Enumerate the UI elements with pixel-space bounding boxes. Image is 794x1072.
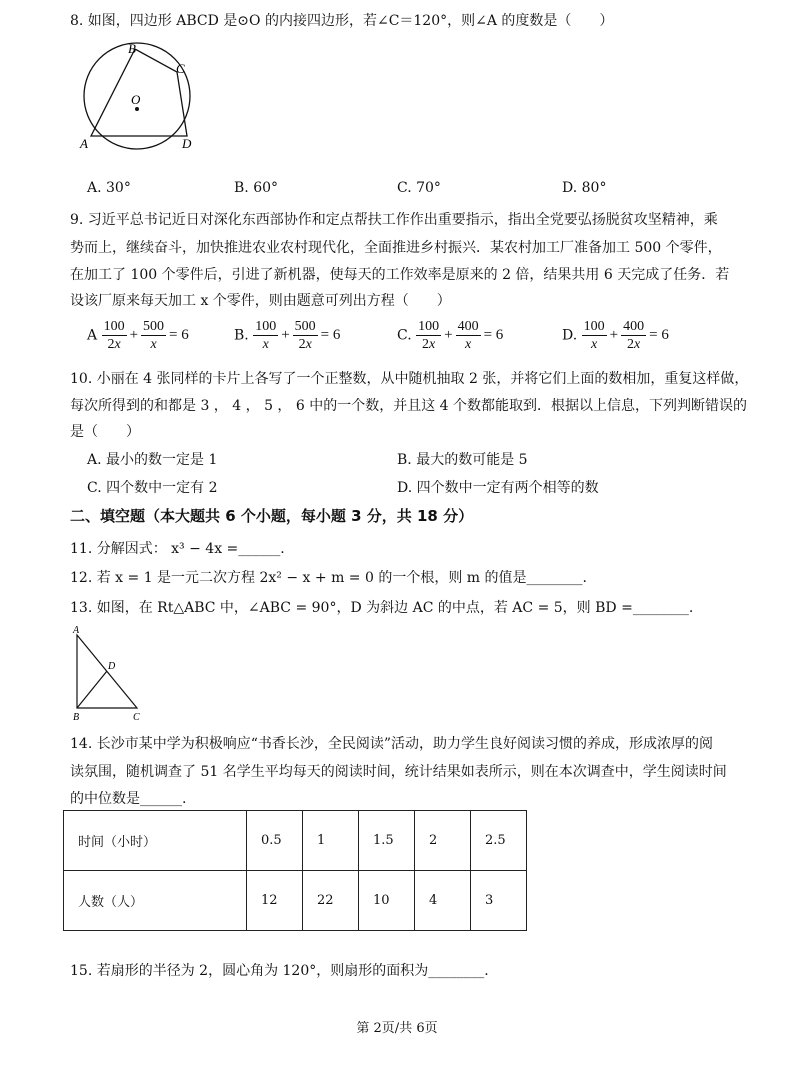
q14-line-1: 14. 长沙市某中学为积极响应“书香长沙，全民阅读”活动，助力学生良好阅读习惯的养成，形成浓厚的阅 bbox=[70, 736, 714, 752]
q14-table bbox=[63, 810, 527, 931]
q15: 15. 若扇形的半径为 2，圆心角为 120°，则扇形的面积为________. bbox=[70, 963, 489, 979]
q13-label-c: C bbox=[133, 712, 140, 723]
q9-option-d-frac1: $\frac{100}{x}$ bbox=[583, 319, 605, 352]
q10-option-b: B. 最大的数可能是 5 bbox=[397, 452, 528, 468]
q13-median-bd bbox=[77, 671, 107, 708]
q9-option-d-label: D. bbox=[562, 327, 578, 344]
q9-option-c: C. $\frac{100}{2x}$ + $\frac{400}{x}$ = 6 bbox=[397, 319, 504, 352]
table-cell: 4 bbox=[415, 871, 471, 931]
q8-stem: 8. 如图，四边形 ABCD 是⊙O 的内接四边形，若∠C＝120°，则∠A 的度数是（ ） bbox=[70, 13, 614, 29]
table-row bbox=[64, 811, 527, 871]
q9-option-b: B. $\frac{100}{x}$ + $\frac{500}{2x}$ = 6 bbox=[234, 319, 341, 352]
page-footer: 第 2页/共 6页 bbox=[356, 1021, 438, 1036]
table-cell: 22 bbox=[303, 871, 359, 931]
table-row bbox=[64, 871, 527, 931]
q10-line-3: 是（ ） bbox=[70, 424, 140, 440]
q13-label-b: B bbox=[73, 712, 80, 723]
q13-label-d: D bbox=[108, 661, 116, 672]
table-cell: 12 bbox=[247, 871, 303, 931]
q14-line-3: 的中位数是______. bbox=[70, 791, 187, 807]
q8-center-dot bbox=[135, 107, 139, 111]
q9-option-b-frac1: $\frac{100}{x}$ bbox=[255, 319, 277, 352]
q8-option-b: B. 60° bbox=[234, 180, 279, 196]
table-cell: 2.5 bbox=[471, 811, 527, 871]
table-cell: 3 bbox=[471, 871, 527, 931]
q9-line-1: 9. 习近平总书记近日对深化东西部协作和定点帮扶工作作出重要指示，指出全党要弘扬脱贫攻坚精神，乘 bbox=[70, 212, 718, 228]
q9-option-a-frac1: $\frac{100}{2x}$ bbox=[103, 319, 125, 352]
q8-option-c: C. 70° bbox=[397, 180, 441, 196]
section-2-heading: 二、填空题（本大题共 6 个小题，每小题 3 分，共 18 分） bbox=[70, 507, 474, 525]
q9-option-c-frac1: $\frac{100}{2x}$ bbox=[418, 319, 440, 352]
table-cell: 1 bbox=[303, 811, 359, 871]
q9-option-a-frac2: $\frac{500}{x}$ bbox=[143, 319, 165, 352]
q10-option-a: A. 最小的数一定是 1 bbox=[87, 452, 218, 468]
q13-triangle-figure bbox=[70, 624, 150, 724]
q9-option-d: D. $\frac{100}{x}$ + $\frac{400}{2x}$ = 6 bbox=[562, 319, 669, 352]
q13-stem: 13. 如图，在 Rt△ABC 中，∠ABC = 90°，D 为斜边 AC 的中点，若 AC = 5，则 BD =________. bbox=[70, 600, 694, 616]
q9-option-d-frac2: $\frac{400}{2x}$ bbox=[623, 319, 645, 352]
q8-label-o: O bbox=[131, 92, 141, 107]
table-cell: 0.5 bbox=[247, 811, 303, 871]
q8-label-a: A bbox=[80, 136, 88, 151]
q8-circle-figure bbox=[76, 40, 206, 155]
table-cell: 1.5 bbox=[359, 811, 415, 871]
q9-option-c-label: C. bbox=[397, 327, 412, 344]
q11: 11. 分解因式： x³ − 4x =______. bbox=[70, 541, 285, 557]
q12: 12. 若 x = 1 是一元二次方程 2x² − x + m = 0 的一个根，则 m 的值是________. bbox=[70, 570, 587, 586]
q10-line-2: 每次所得到的和都是 3 ， 4 ， 5 ， 6 中的一个数，并且这 4 个数都能取到．根据以上信息，下列判断错误的 bbox=[70, 398, 748, 414]
q8-label-b: B bbox=[128, 41, 136, 56]
q10-line-1: 10. 小丽在 4 张同样的卡片上各写了一个正整数，从中随机抽取 2 张，并将它们上面的数相加，重复这样做， bbox=[70, 371, 749, 387]
q9-option-b-label: B. bbox=[234, 327, 249, 344]
table-header-count: 人数（人） bbox=[64, 871, 247, 931]
q9-line-3: 在加工了 100 个零件后，引进了新机器，使每天的工作效率是原来的 2 倍，结果共用 6 天完成了任务．若 bbox=[70, 267, 730, 283]
table-header-time: 时间（小时） bbox=[64, 811, 247, 871]
q10-option-d: D. 四个数中一定有两个相等的数 bbox=[397, 480, 599, 496]
q9-option-b-frac2: $\frac{500}{2x}$ bbox=[294, 319, 316, 352]
q13-label-a: A bbox=[73, 625, 80, 636]
q9-line-2: 势而上，继续奋斗，加快推进农业农村现代化，全面推进乡村振兴．某农村加工厂准备加工 500 个零件， bbox=[70, 240, 722, 256]
q8-label-c: C bbox=[176, 61, 185, 76]
table-cell: 10 bbox=[359, 871, 415, 931]
q8-option-d: D. 80° bbox=[562, 180, 607, 196]
q9-option-c-frac2: $\frac{400}{x}$ bbox=[457, 319, 479, 352]
q9-option-a-label: A bbox=[87, 327, 98, 344]
table-cell: 2 bbox=[415, 811, 471, 871]
q9-line-4: 设该厂原来每天加工 x 个零件，则由题意可列出方程（ ） bbox=[70, 293, 451, 309]
q9-option-a: A $\frac{100}{2x}$ + $\frac{500}{x}$ = 6 bbox=[87, 319, 189, 352]
q8-option-a: A. 30° bbox=[87, 180, 131, 196]
q14-line-2: 读氛围，随机调查了 51 名学生平均每天的阅读时间，统计结果如表所示，则在本次调查中，学生阅读时间 bbox=[70, 764, 727, 780]
q8-label-d: D bbox=[182, 136, 192, 151]
q10-option-c: C. 四个数中一定有 2 bbox=[87, 480, 218, 496]
